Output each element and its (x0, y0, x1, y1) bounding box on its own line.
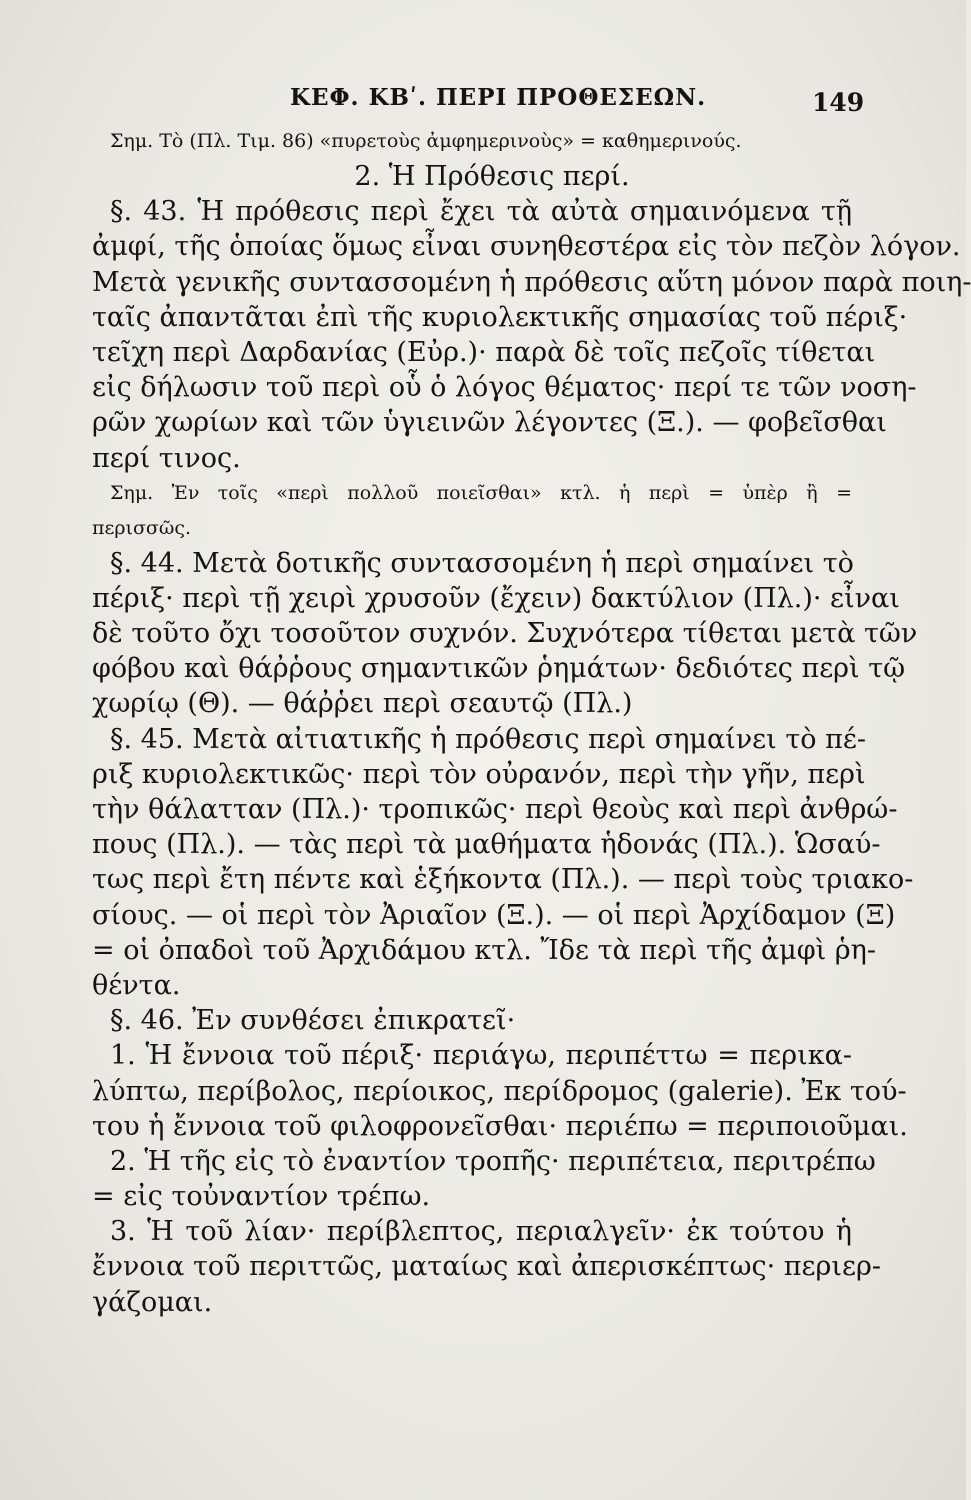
text-line: χωρίῳ (Θ). — θάῤῥει περὶ σεαυτῷ (Πλ.) (92, 688, 633, 720)
text-line: ριξ κυριολεκτικῶς· περὶ τὸν οὐρανόν, περὶ τὴν γῆν, περὶ (92, 758, 866, 790)
page-header (0, 84, 966, 124)
text-line: γάζομαι. (92, 1286, 213, 1318)
text-line: 2. Ἡ τῆς εἰς τὸ ἐναντίον τροπῆς· περιπέτεια, περιτρέπω (110, 1145, 876, 1177)
text-line: του ἡ ἔννοια τοῦ φιλοφρονεῖσθαι· περιέπω = περιποιοῦμαι. (92, 1110, 908, 1142)
text-line: τως περὶ ἔτη πέντε καὶ ἑξήκοντα (Πλ.). — περὶ τοὺς τριακο- (92, 864, 914, 896)
page-body (92, 124, 971, 1320)
text-line: §. 44. Μετὰ δοτικῆς συντασσομένη ἡ περὶ σημαίνει τὸ (110, 547, 854, 579)
text-line: §. 43. Ἡ πρόθεσις περὶ ἔχει τὰ αὐτὰ σημαινόμενα τῇ (110, 196, 852, 228)
text-line: Μετὰ γενικῆς συντασσομένη ἡ πρόθεσις αὕτη μόνον παρὰ ποιη- (92, 266, 971, 298)
note-line: Σημ. Ἐν τοῖς «περὶ πολλοῦ ποιεῖσθαι» κτλ. ἡ περὶ = ὑπὲρ ἢ = (110, 481, 852, 504)
text-line: ταῖς ἀπαντᾶται ἐπὶ τῆς κυριολεκτικῆς σημασίας τοῦ πέριξ· (92, 301, 908, 333)
text-line: 3. Ἡ τοῦ λίαν· περίβλεπτος, περιαλγεῖν· ἐκ τούτου ἡ (110, 1216, 852, 1248)
text-line: = οἱ ὀπαδοὶ τοῦ Ἀρχιδάμου κτλ. Ἴδε τὰ περὶ τῆς ἀμφὶ ῥη- (92, 934, 876, 966)
text-line: §. 45. Μετὰ αἰτιατικῆς ἡ πρόθεσις περὶ σημαίνει τὸ πέ- (110, 723, 866, 755)
text-line: ρῶν χωρίων καὶ τῶν ὑγιεινῶν λέγοντες (Ξ.). — φοβεῖσθαι (92, 407, 887, 439)
text-line: τεῖχη περὶ Δαρδανίας (Εὐρ.)· παρὰ δὲ τοῖς πεζοῖς τίθεται (92, 336, 876, 368)
text-line: 1. Ἡ ἔννοια τοῦ πέριξ· περιάγω, περιπέττω = περικα- (110, 1040, 852, 1072)
text-line: πους (Πλ.). — τὰς περὶ τὰ μαθήματα ἡδονάς (Πλ.). Ὡσαύ- (92, 829, 881, 861)
text-line: φόβου καὶ θάῤῥους σημαντικῶν ῥημάτων· δεδιότες περὶ τῷ (92, 653, 906, 685)
note-line: Σημ. Τὸ (Πλ. Τιμ. 86) «πυρετοὺς ἀμφημερινοὺς» = καθημερινούς. (110, 130, 742, 152)
note-line: περισσῶς. (92, 516, 192, 539)
text-line: εἰς δήλωσιν τοῦ περὶ οὗ ὁ λόγος θέματος· περί τε τῶν νοση- (92, 372, 917, 404)
text-line: ἔννοια τοῦ περιττῶς, ματαίως καὶ ἀπερισκέπτως· περιερ- (92, 1251, 881, 1283)
text-line: = εἰς τοὐναντίον τρέπω. (92, 1181, 431, 1213)
text-line: πέριξ· περὶ τῇ χειρὶ χρυσοῦν (ἔχειν) δακτύλιον (Πλ.)· εἶναι (92, 582, 900, 614)
text-line: σίους. — οἱ περὶ τὸν Ἀριαῖον (Ξ.). — οἱ περὶ Ἀρχίδαμον (Ξ) (92, 899, 896, 931)
text-line: λύπτω, περίβολος, περίοικος, περίδρομος (galerie). Ἐκ τού- (92, 1075, 907, 1107)
text-line: δὲ τοῦτο ὄχι τοσοῦτον συχνόν. Συχνότερα τίθεται μετὰ τῶν (92, 618, 918, 650)
running-head: ΚΕΦ. ΚΒʹ. ΠΕΡΙ ΠΡΟΘΕΣΕΩΝ. (290, 84, 707, 111)
text-line: ἀμφί, τῆς ὁποίας ὅμως εἶναι συνηθεστέρα εἰς τὸν πεζὸν λόγον. (92, 231, 961, 263)
text-line: τὴν θάλατταν (Πλ.)· τροπικῶς· περὶ θεοὺς καὶ περὶ ἀνθρώ- (92, 794, 898, 825)
section-heading: 2. Ἡ Πρόθεσις περί. (354, 161, 630, 192)
text-line: θέντα. (92, 969, 181, 1001)
text-line: §. 46. Ἐν συνθέσει ἐπικρατεῖ· (110, 1005, 516, 1037)
page-number: 149 (812, 88, 865, 117)
text-line: περί τινος. (92, 442, 241, 474)
